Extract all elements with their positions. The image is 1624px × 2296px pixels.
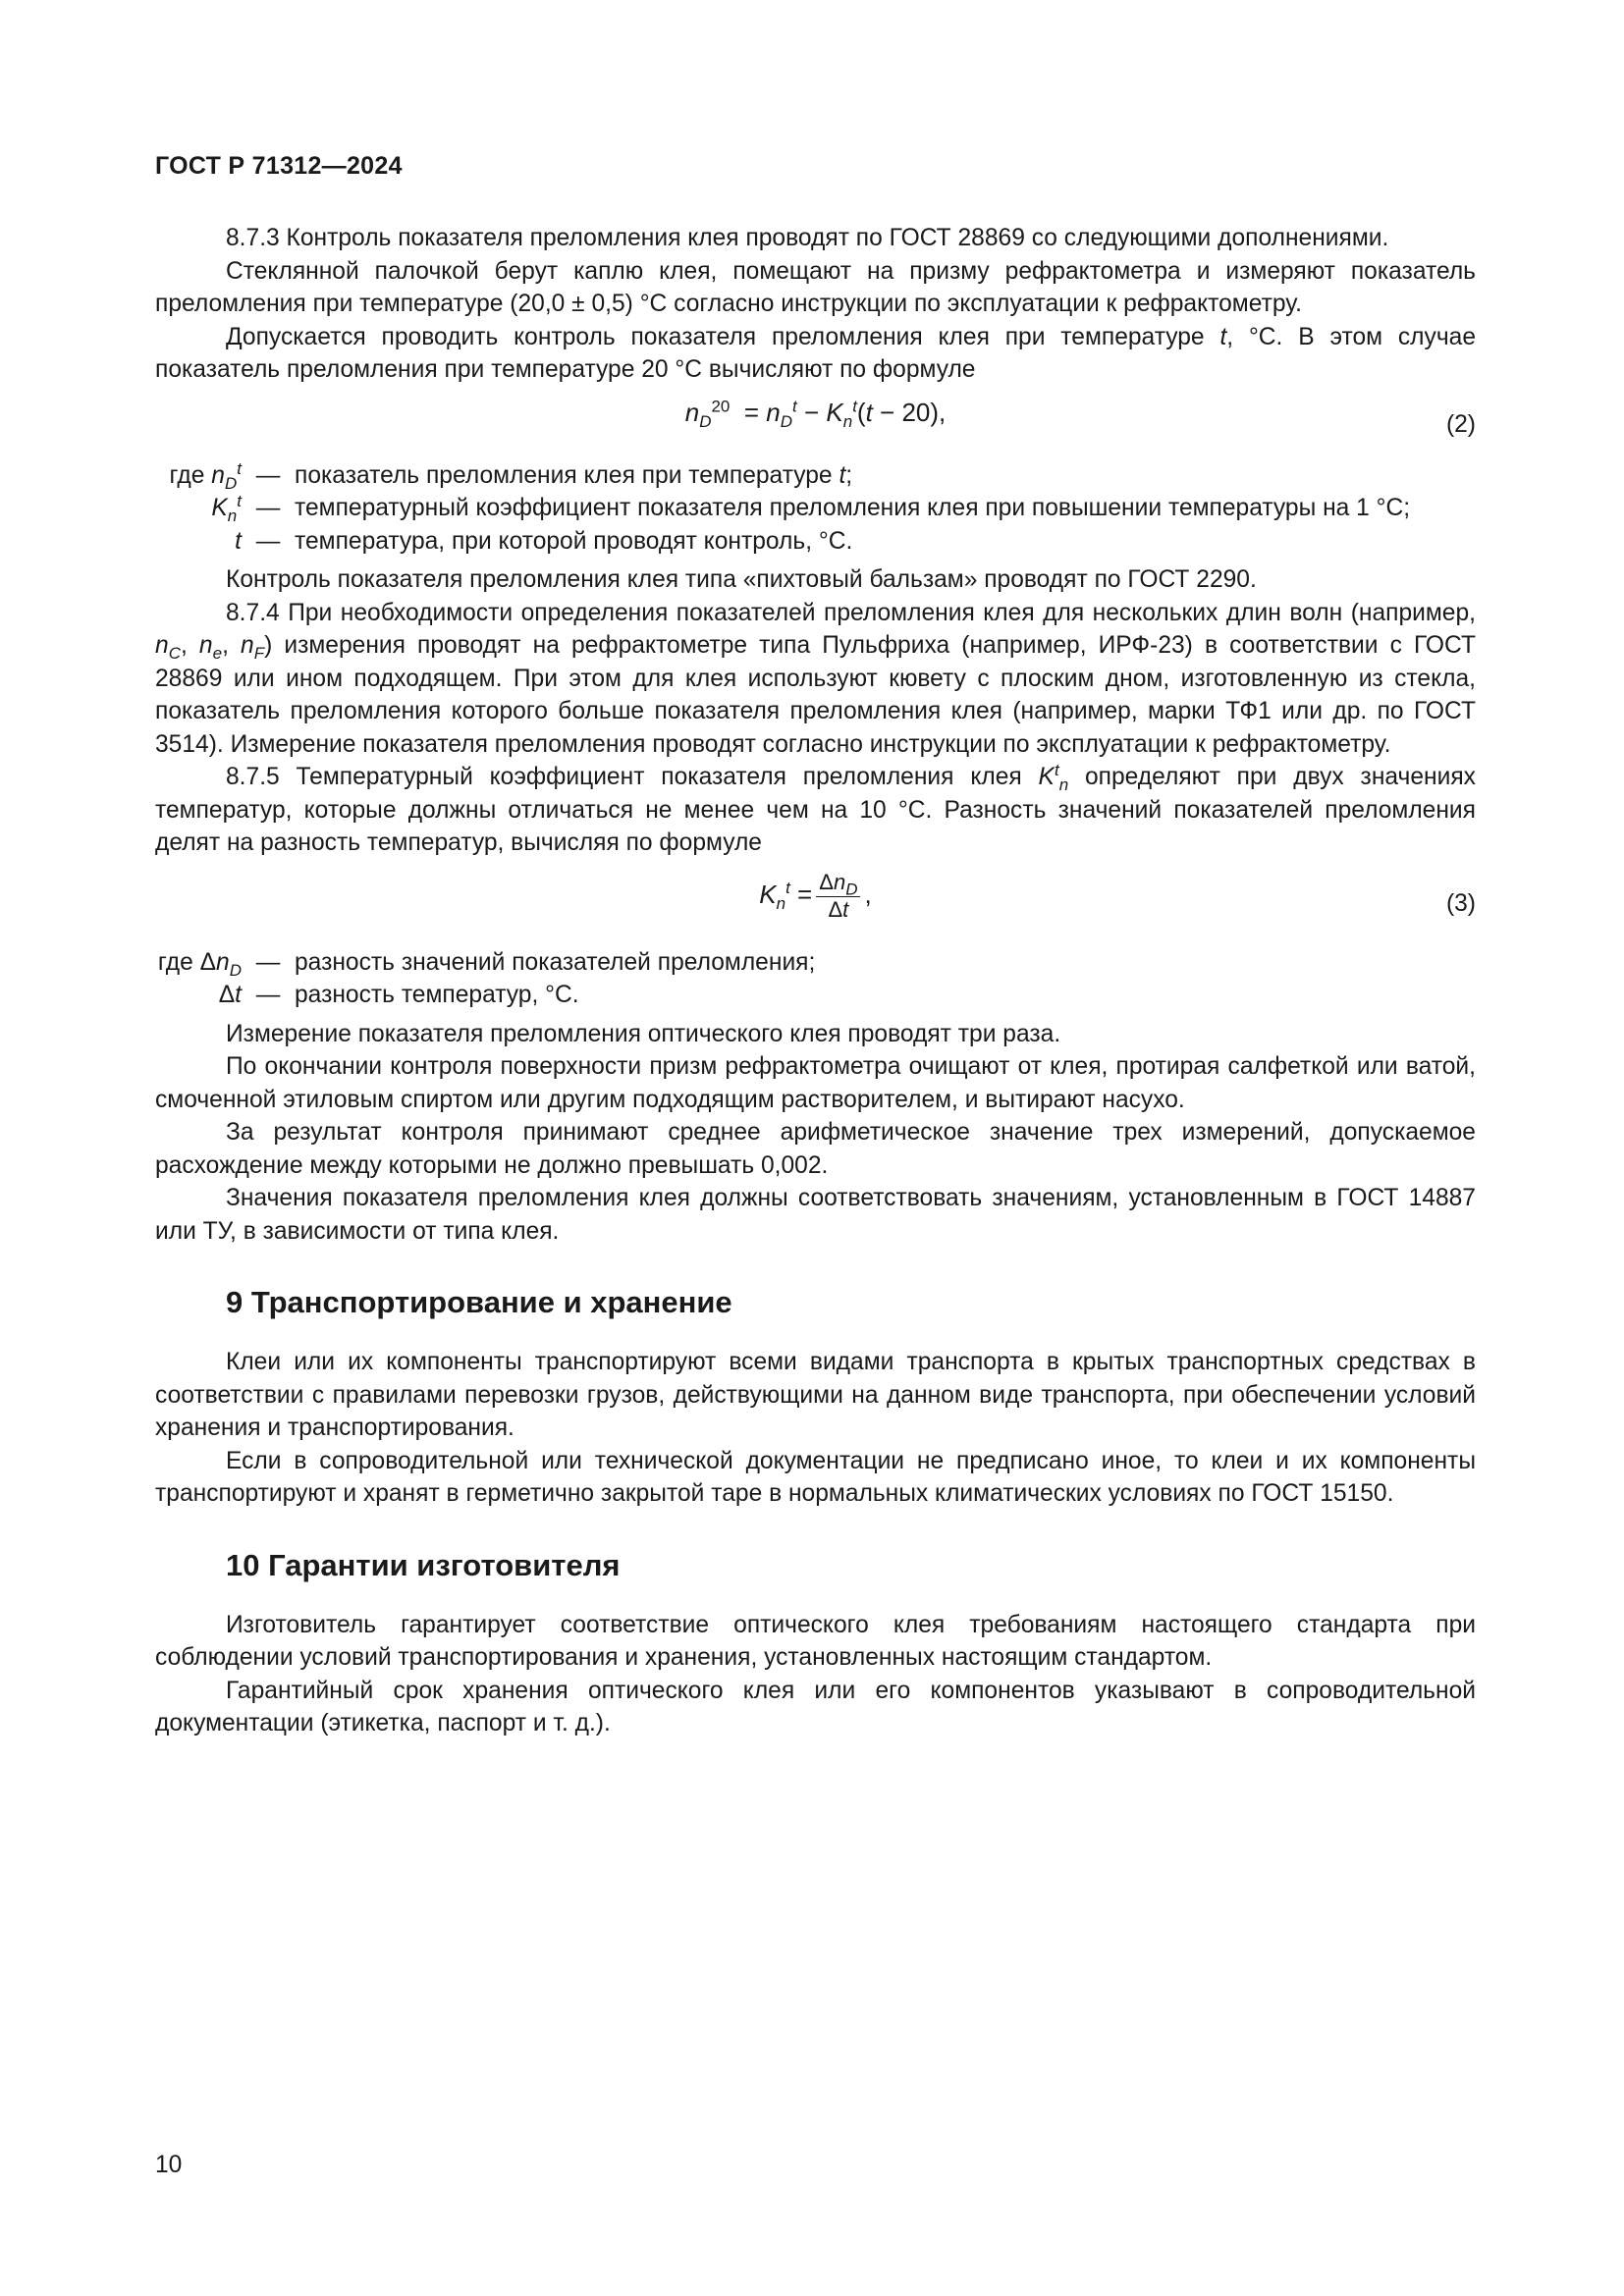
formula-2-expression: $n_D^{20} = n_D^t - K_n^t(t - 20)$, [684, 396, 947, 431]
paragraph-warranty-period: Гарантийный срок хранения оптического клея или его компонентов указывают в сопроводительной документации (этикетка, паспорт и т. д.). [155, 1677, 1476, 1736]
paragraph-8-7-4: 8.7.4 При необходимости определения показателей преломления клея для нескольких длин волн (например, $n_C$, $n_e$, $n_F$) измерения проводят на рефрактометре типа Пульфриха (например, ИРФ-23) в соответствии с ГОСТ 28869 или ином подходящем. При этом для клея используют кювету с плоским дном, изготовленную из стекла, показатель преломления которого больше показателя преломления клея (например, марки ТФ1 или др. по ГОСТ 3514). Измерение показателя преломления проводят согласно инструкции по эксплуатации к рефрактометру. [155, 599, 1477, 758]
paragraph-8-7-3: 8.7.3 Контроль показателя преломления клея проводят по ГОСТ 28869 со следующими дополнениями. [226, 225, 1389, 251]
formula-2-number: (2) [1445, 410, 1476, 438]
page-number: 10 [155, 2152, 183, 2178]
paragraph-result: За результат контроля принимают среднее арифметическое значение трех измерений, допускаемое расхождение между которыми не должно превышать 0,002. [155, 1119, 1476, 1179]
document-body [155, 222, 1476, 1740]
paragraph-values: Значения показателя преломления клея должны соответствовать значениям, установленным в ГОСТ 14887 или ТУ, в зависимости от типа клея. [155, 1185, 1476, 1245]
formula-3-definitions [155, 946, 1476, 1012]
paragraph-allowed-temperature: Допускается проводить контроль показателя преломления клея при температуре t, °С. В этом случае показатель преломления при температуре 20 °С вычисляют по формуле [155, 323, 1476, 383]
paragraph-three-times: Измерение показателя преломления оптического клея проводят три раза. [226, 1020, 1061, 1047]
definition-row: Δt — разность температур, °С. [218, 982, 579, 1008]
paragraph-storage: Если в сопроводительной или технической документации не предписано иное, то клеи и их компоненты транспортируют и хранят в герметично закрытой таре в нормальных климатических условиях по ГОСТ 15150. [155, 1447, 1476, 1507]
paragraph-fir-balsam: Контроль показателя преломления клея типа «пихтовый бальзам» проводят по ГОСТ 2290. [226, 566, 1257, 593]
formula-3-number: (3) [1445, 889, 1476, 917]
definition-row: где $n_D^t$ — показатель преломления клея при температуре t; [169, 458, 853, 493]
paragraph-transport: Клеи или их компоненты транспортируют всеми видами транспорта в крытых транспортных средствах в соответствии с правилами перевозки грузов, действующими на данном виде транспорта, при обеспечении условий хранения и транспортирования. [155, 1349, 1476, 1441]
definition-row: $K_n^t$ — температурный коэффициент показателя преломления клея при повышении температуры на 1 °С; [211, 491, 1411, 525]
paragraph-8-7-5: 8.7.5 Температурный коэффициент показателя преломления клея $K^t_n$ определяют при двух значениях температур, которые должны отличаться не менее чем на 10 °С. Разность значений показателей преломления делят на разность температур, вычисляя по формуле [155, 760, 1476, 856]
paragraph-guarantee: Изготовитель гарантирует соответствие оптического клея требованиям настоящего стандарта при соблюдении условий транспортирования и хранения, установленных настоящим стандартом. [155, 1611, 1476, 1671]
formula-2-definitions [155, 459, 1476, 559]
section-9-heading: 9 Транспортирование и хранение [226, 1285, 732, 1319]
formula-3-expression: $K_n^t$ = $\frac{\Delta n_D}{\Delta t}$ , [759, 869, 872, 922]
definition-row: t — температура, при которой проводят контроль, °С. [235, 527, 853, 555]
paragraph-cleaning: По окончании контроля поверхности призм рефрактометра очищают от клея, протирая салфеткой или ватой, смоченной этиловым спиртом или другим подходящим растворителем, и вытирают насухо. [155, 1053, 1476, 1113]
formula-3 [155, 860, 1476, 944]
formula-2 [155, 387, 1476, 457]
section-10-heading: 10 Гарантии изготовителя [226, 1547, 621, 1582]
paragraph-glass-rod: Стеклянной палочкой берут каплю клея, помещают на призму рефрактометра и измеряют показатель преломления при температуре (20,0 ± 0,5) °С согласно инструкции по эксплуатации к рефрактометру. [155, 257, 1476, 317]
definition-row: где $\Delta n_D$ — разность значений показателей преломления; [157, 948, 816, 980]
document-code-header: ГОСТ Р 71312—2024 [155, 152, 403, 180]
